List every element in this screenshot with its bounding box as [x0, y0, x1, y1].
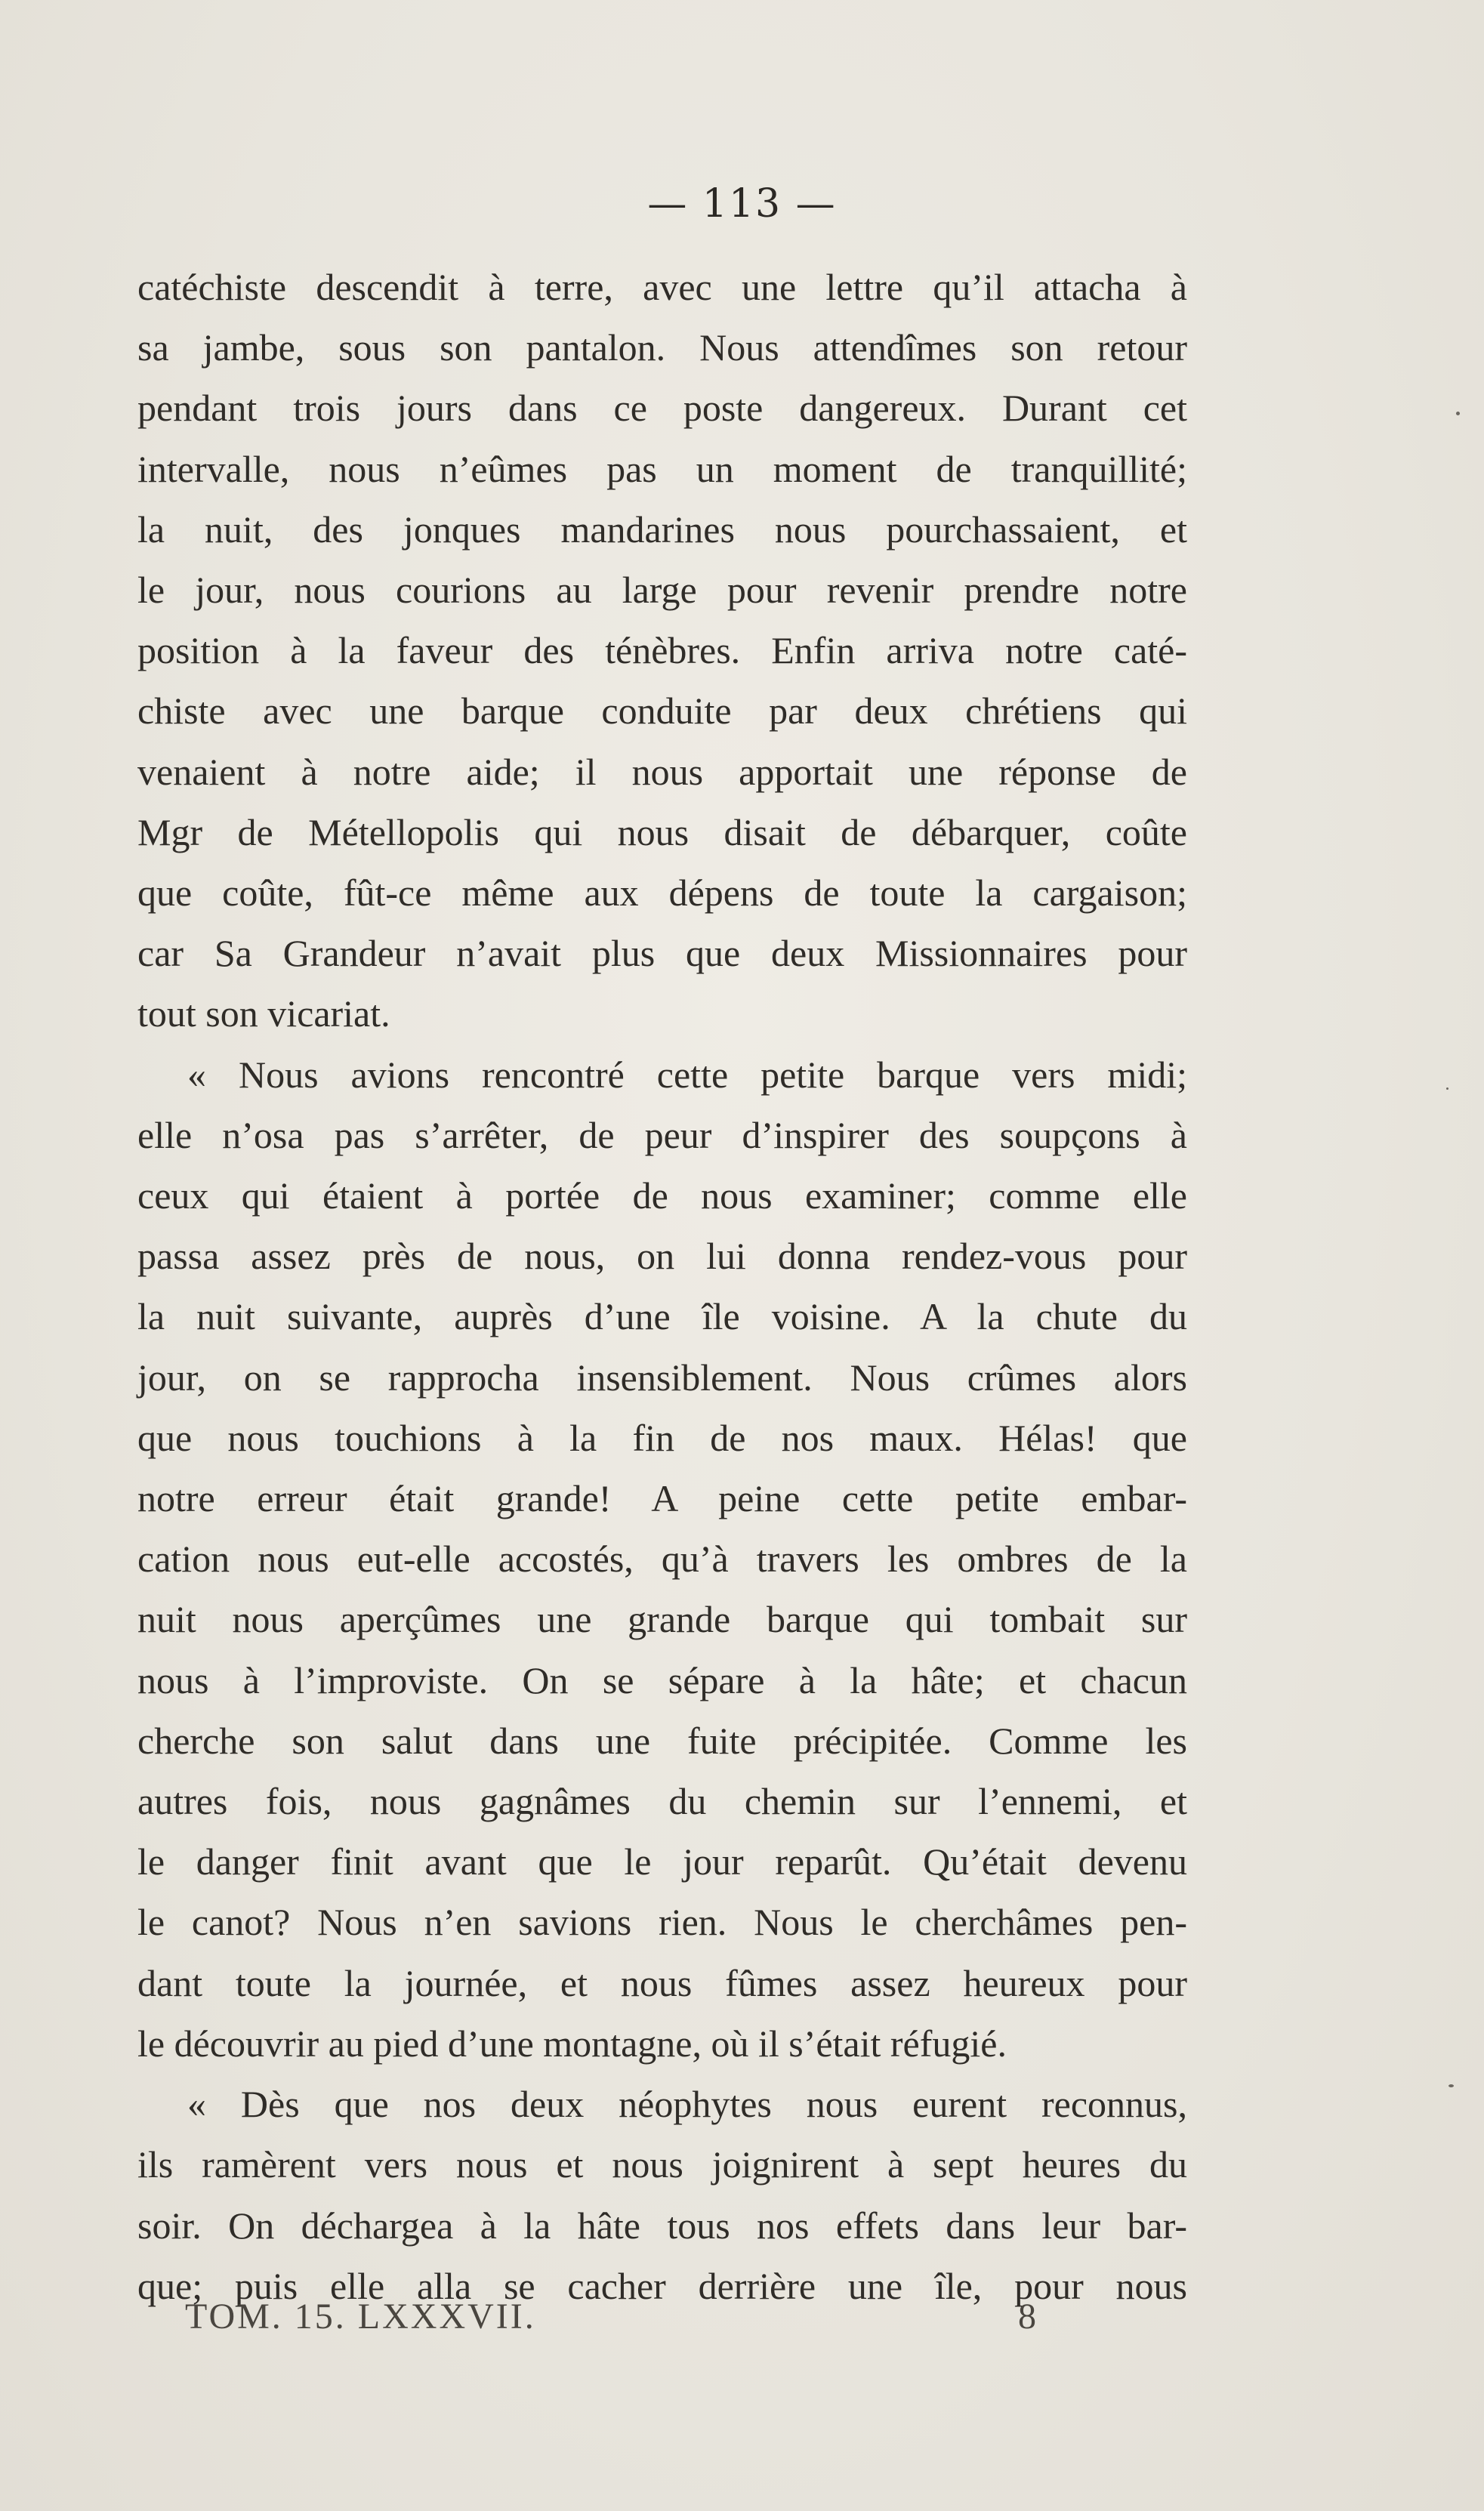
text-line: le jour, nous courions au large pour revenir prendre notre: [137, 569, 1187, 612]
page-footer: [185, 2296, 1054, 2337]
text-line: ils ramèrent vers nous et nous joignirent à sept heures du: [137, 2143, 1187, 2186]
paragraph-2: [137, 1044, 1187, 2074]
text-line: que coûte, fût-ce même aux dépens de toute la cargaison;: [137, 871, 1187, 915]
paragraph-1: [137, 257, 1187, 1044]
text-line: nuit nous aperçûmes une grande barque qui tombait sur: [137, 1598, 1187, 1641]
text-line: ceux qui étaient à portée de nous examiner; comme elle: [137, 1174, 1187, 1217]
text-line: car Sa Grandeur n’avait plus que deux Missionnaires pour: [137, 932, 1187, 975]
signature-mark: 8: [1018, 2297, 1038, 2337]
text-line: la nuit, des jonques mandarines nous pourchassaient, et: [137, 507, 1187, 551]
text-line: cherche son salut dans une fuite précipitée. Comme les: [137, 1719, 1187, 1762]
text-line: soir. On déchargea à la hâte tous nos effets dans leur bar-: [137, 2204, 1187, 2247]
text-line: venaient à notre aide; il nous apportait une réponse de: [137, 750, 1187, 793]
text-line: cation nous eut-elle accostés, qu’à travers les ombres de la: [137, 1538, 1187, 1581]
paper-speck: [1449, 2084, 1454, 2087]
text-line: sa jambe, sous son pantalon. Nous attendîmes son retour: [137, 326, 1187, 369]
text-line: le découvrir au pied d’une montagne, où il s’était réfugié.: [137, 2022, 1007, 2065]
text-line: passa assez près de nous, on lui donna rendez-vous pour: [137, 1235, 1187, 1278]
text-line: autres fois, nous gagnâmes du chemin sur l’ennemi, et: [137, 1780, 1187, 1823]
text-line: intervalle, nous n’eûmes pas un moment de tranquillité;: [137, 447, 1187, 490]
page-number: — 113 —: [647, 181, 837, 227]
text-line: pendant trois jours dans ce poste dangereux. Durant cet: [137, 387, 1187, 430]
text-line: « Dès que nos deux néophytes nous eurent reconnus,: [187, 2083, 1187, 2126]
volume-marker: TOM. 15. LXXXVII.: [185, 2297, 536, 2337]
text-line: que nous touchions à la fin de nos maux. Hélas! que: [137, 1416, 1187, 1459]
text-line: « Nous avions rencontré cette petite barque vers midi;: [187, 1053, 1187, 1096]
text-line: dant toute la journée, et nous fûmes assez heureux pour: [137, 1961, 1187, 2004]
text-line: tout son vicariat.: [137, 992, 390, 1035]
text-line: jour, on se rapprocha insensiblement. Nous crûmes alors: [137, 1356, 1187, 1399]
text-line: notre erreur était grande! A peine cette petite embar-: [137, 1477, 1187, 1520]
text-line: la nuit suivante, auprès d’une île voisine. A la chute du: [137, 1295, 1187, 1338]
text-line: le danger finit avant que le jour reparût. Qu’était devenu: [137, 1840, 1187, 1883]
text-line: Mgr de Métellopolis qui nous disait de débarquer, coûte: [137, 810, 1187, 853]
paper-speck: [1446, 1087, 1449, 1090]
paragraph-3: [137, 2074, 1187, 2316]
paper-speck: [1456, 412, 1460, 415]
text-line: catéchiste descendit à terre, avec une lettre qu’il attacha à: [137, 266, 1187, 308]
body-text: [137, 257, 1187, 2316]
text-line: nous à l’improviste. On se sépare à la hâte; et chacun: [137, 1658, 1187, 1701]
text-line: position à la faveur des ténèbres. Enfin arriva notre caté-: [137, 629, 1187, 672]
text-line: elle n’osa pas s’arrêter, de peur d’inspirer des soupçons à: [137, 1113, 1187, 1156]
text-line: le canot? Nous n’en savions rien. Nous le cherchâmes pen-: [137, 1901, 1187, 1944]
text-line: chiste avec une barque conduite par deux chrétiens qui: [137, 689, 1187, 733]
text-line: que; puis elle alla se cacher derrière une île, pour nous: [137, 2264, 1187, 2307]
